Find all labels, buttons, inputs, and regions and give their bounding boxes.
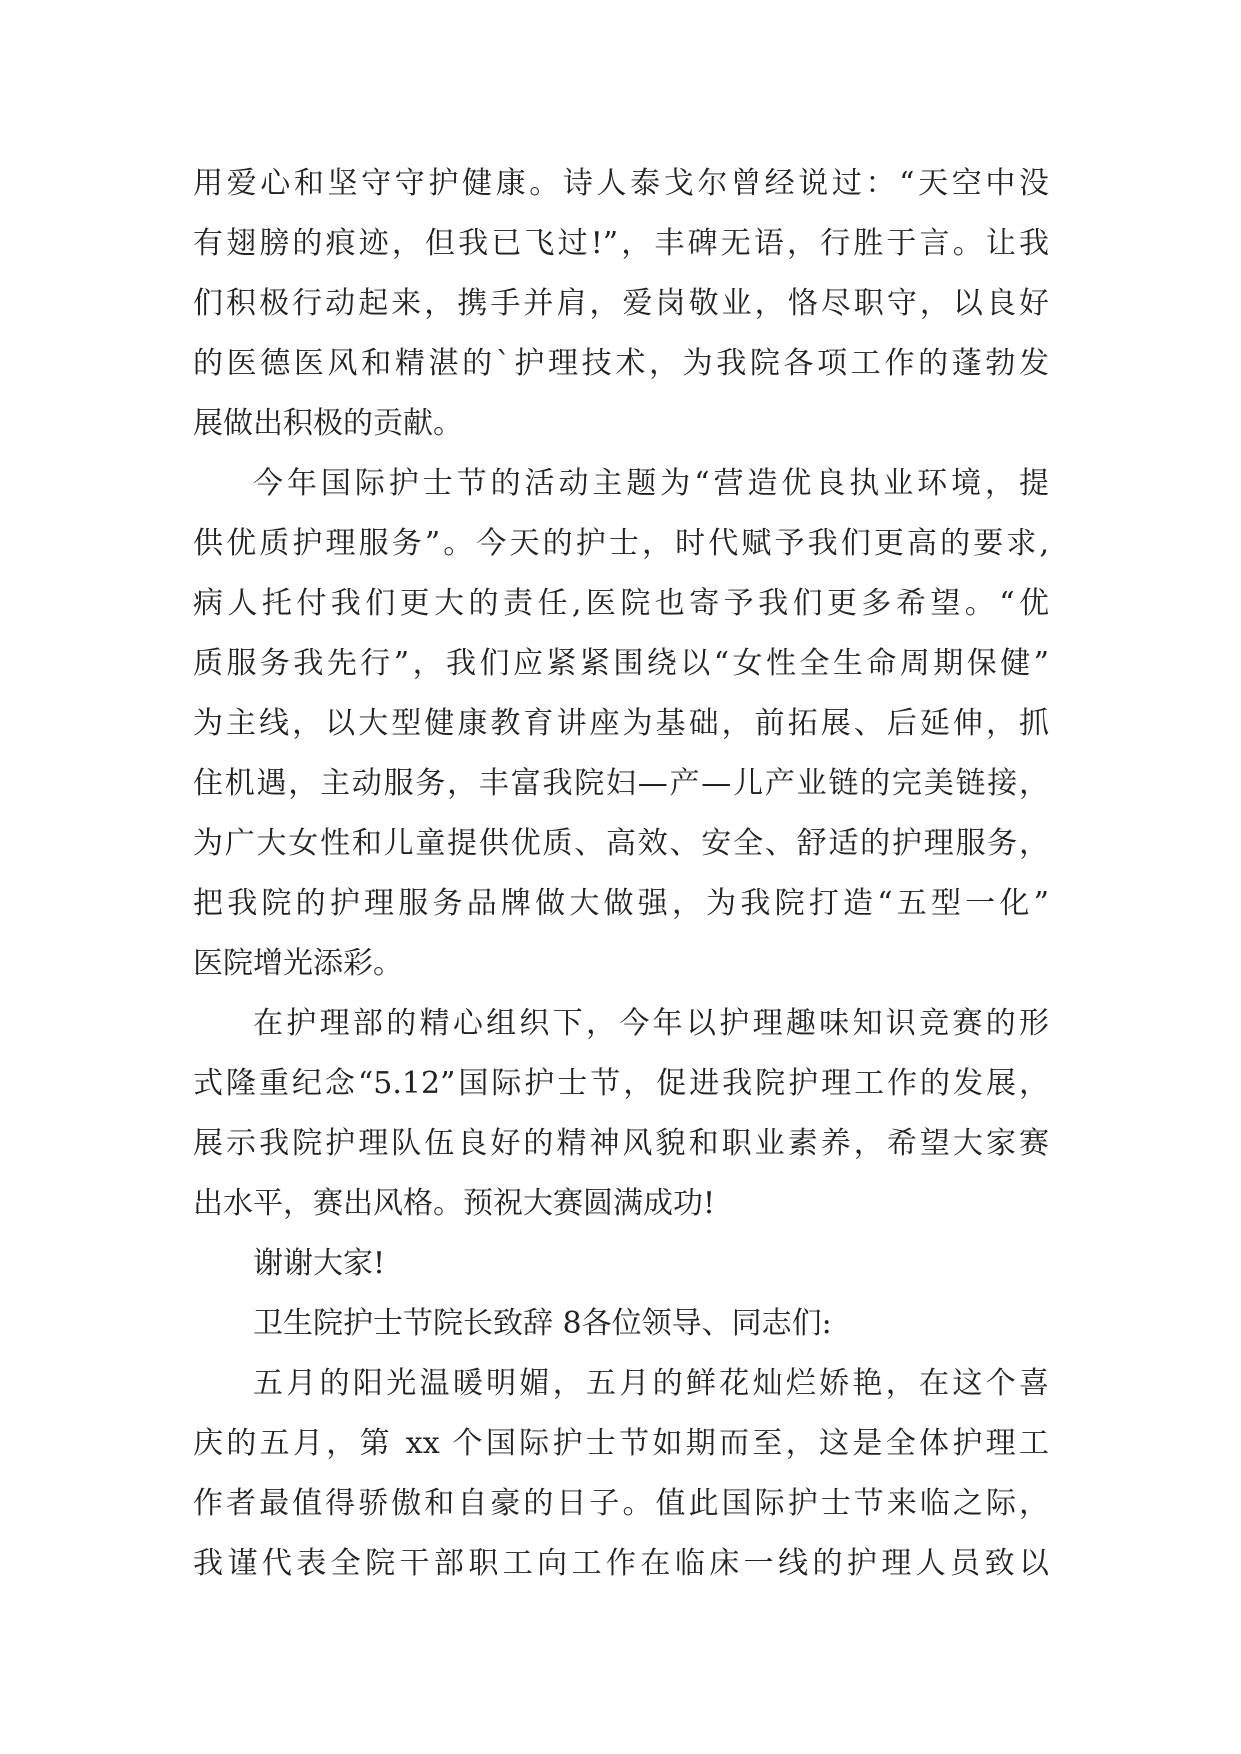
paragraph — [193, 994, 1049, 1234]
text-line: 式隆重纪念“5.12”国际护士节，促进我院护理工作的发展， — [193, 1066, 1049, 1101]
text-line: 今年国际护士节的活动主题为“营造优良执业环境，提 — [253, 466, 1049, 501]
text-line: 展示我院护理队伍良好的精神风貌和职业素养，希望大家赛 — [193, 1126, 1049, 1161]
text-line: 供优质护理服务”。今天的护士，时代赋予我们更高的要求, — [193, 526, 1049, 561]
text-line: 展做出积极的贡献。 — [193, 406, 463, 441]
text-line: 把我院的护理服务品牌做大做强，为我院打造“五型一化” — [193, 886, 1049, 921]
paragraph — [193, 154, 1049, 454]
text-line: 为主线，以大型健康教育讲座为基础，前拓展、后延伸，抓 — [193, 706, 1049, 741]
text-line: 住机遇，主动服务，丰富我院妇—产—儿产业链的完美链接， — [193, 766, 1049, 801]
text-line: 出水平，赛出风格。预祝大赛圆满成功! — [193, 1186, 716, 1221]
paragraph — [193, 1354, 1049, 1594]
text-line: 用爱心和坚守守护健康。诗人泰戈尔曾经说过：“天空中没 — [193, 166, 1049, 201]
document-body — [193, 154, 1049, 1594]
text-line: 为广大女性和儿童提供优质、高效、安全、舒适的护理服务， — [193, 826, 1049, 861]
text-line: 我谨代表全院干部职工向工作在临床一线的护理人员致以 — [193, 1546, 1049, 1581]
text-line: 在护理部的精心组织下，今年以护理趣味知识竞赛的形 — [253, 1006, 1049, 1041]
text-line: 病人托付我们更大的责任,医院也寄予我们更多希望。“优 — [193, 586, 1049, 621]
text-line: 庆的五月，第 xx 个国际护士节如期而至，这是全体护理工 — [193, 1426, 1049, 1461]
text-line: 谢谢大家! — [253, 1246, 386, 1281]
text-line: 质服务我先行”，我们应紧紧围绕以“女性全生命周期保健” — [193, 646, 1049, 681]
text-line: 作者最值得骄傲和自豪的日子。值此国际护士节来临之际， — [193, 1486, 1049, 1521]
text-line: 的医德医风和精湛的`护理技术，为我院各项工作的蓬勃发 — [193, 346, 1049, 381]
paragraph — [193, 1234, 1049, 1294]
text-line: 卫生院护士节院长致辞 8各位领导、同志们: — [253, 1306, 832, 1341]
text-line: 五月的阳光温暖明媚，五月的鲜花灿烂娇艳，在这个喜 — [253, 1366, 1049, 1401]
paragraph — [193, 1294, 1049, 1354]
text-line: 医院增光添彩。 — [193, 946, 403, 981]
text-line: 们积极行动起来，携手并肩，爱岗敬业，恪尽职守，以良好 — [193, 286, 1049, 321]
text-line: 有翅膀的痕迹，但我已飞过!”，丰碑无语，行胜于言。让我 — [193, 226, 1049, 261]
paragraph — [193, 454, 1049, 994]
